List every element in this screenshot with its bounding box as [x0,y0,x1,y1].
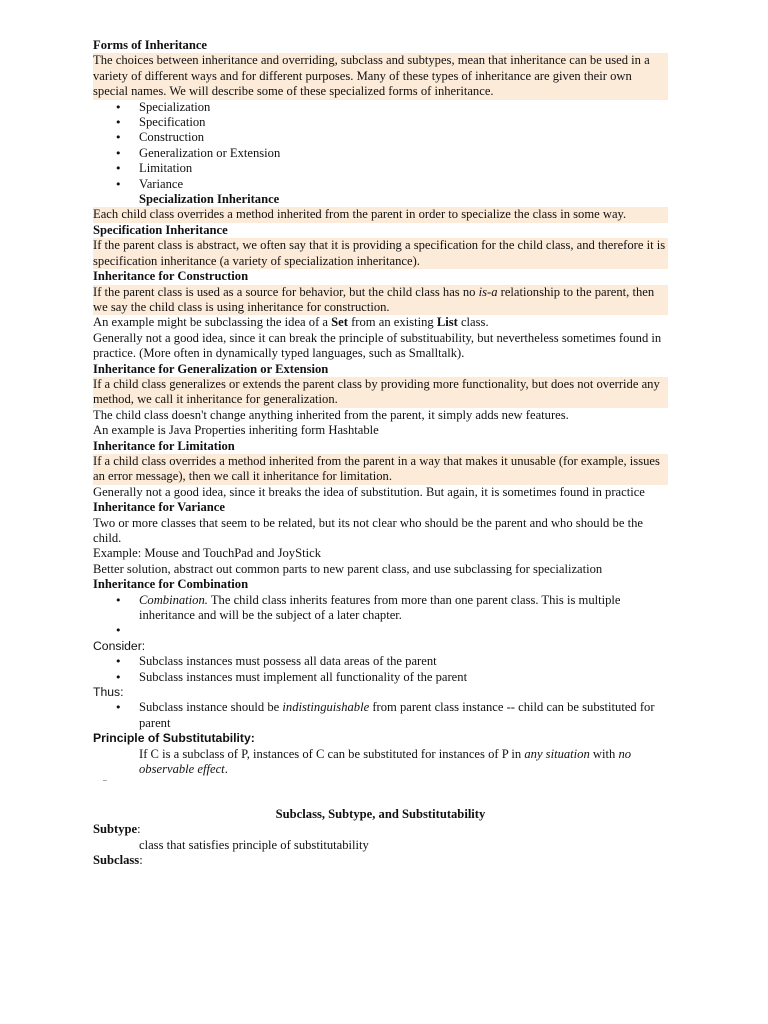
substitutability-heading: Principle of Substitutability: [93,731,255,746]
specialization-heading: Specialization Inheritance [139,192,280,207]
section2-heading: Subclass, Subtype, and Substitutability [275,806,486,821]
generalization-note1: The child class doesn't change anything inherited from the parent, it simply adds new features. [93,407,569,422]
thus-list [93,700,668,731]
limitation-note: Generally not a good idea, since it breaks the idea of substitution. But again, it is sometimes found in practice [93,484,645,499]
generalization-note2: An example is Java Properties inheriting form Hashtable [93,423,379,438]
list-item: • Limitation [93,161,668,176]
list-item: • Subclass instance should be indistinguishable from parent class instance -- child can be substituted for parent [93,700,668,731]
subclass-term: Subclass: [93,853,143,868]
specification-text: If the parent class is abstract, we often say that it is providing a specification for the child class, and therefore it is specification inheritance (a variety of specialization inheritance). [93,238,668,269]
consider-label: Consider: [93,638,146,653]
limitation-heading: Inheritance for Limitation [93,438,235,453]
subtype-definition: class that satisfies principle of substitutability [139,837,369,852]
construction-example: An example might be subclassing the idea of a Set from an existing List class. [93,315,489,330]
construction-heading: Inheritance for Construction [93,269,249,284]
variance-example: Example: Mouse and TouchPad and JoyStick [93,546,321,561]
specialization-text: Each child class overrides a method inherited from the parent in order to specialize the class in some way. [93,207,668,222]
list-item: • Combination. The child class inherits features from more than one parent class. This is multiple inheritance and will be the subject of a later chapter. [93,593,668,624]
list-item: • Construction [93,130,668,145]
subtype-term: Subtype: [93,822,141,837]
consider-list [93,654,668,685]
list-item: • Specification [93,115,668,130]
variance-text: Two or more classes that seem to be related, but its not clear who should be the parent and who should be the child. [93,515,643,545]
list-item: • Generalization or Extension [93,146,668,161]
list-item: • Variance [93,177,668,192]
limitation-text: If a child class overrides a method inherited from the parent in a way that makes it unusable (for example, issues an error message), then we call it inheritance for limitation. [93,454,668,485]
thus-label: Thus: [93,685,124,700]
generalization-text: If a child class generalizes or extends the parent class by providing more functionality, but does not override any method, we call it inheritance for generalization. [93,377,668,408]
document-body [93,38,668,869]
forms-list [93,100,668,192]
generalization-heading: Inheritance for Generalization or Extension [93,361,329,376]
combination-heading: Inheritance for Combination [93,577,249,592]
substitutability-text: If C is a subclass of P, instances of C can be substituted for instances of P in any situation with no observable effect. [139,746,632,777]
variance-note: Better solution, abstract out common parts to new parent class, and use subclassing for specialization [93,561,603,576]
list-item: • Specialization [93,100,668,115]
construction-note: Generally not a good idea, since it can break the principle of substituability, but nevertheless sometimes found in practice. (More often in dynamically typed languages, such as Smalltalk). [93,330,662,361]
combination-list [93,593,668,639]
variance-heading: Inheritance for Variance [93,500,225,515]
intro-paragraph: The choices between inheritance and overriding, subclass and subtypes, mean that inheritance can be used in a variety of different ways and for different purposes. Many of these types of inheritance are given their own special names. We will describe some of these specialized forms of inheritance. [93,53,668,99]
page-title: Forms of Inheritance [93,38,208,52]
stray-mark [93,778,668,793]
construction-text: If the parent class is used as a source for behavior, but the child class has no is-a relationship to the parent, then we say the child class is using inheritance for construction. [93,285,668,316]
specification-heading: Specification Inheritance [93,222,228,237]
list-item-empty [93,623,668,638]
list-item: • Subclass instances must possess all data areas of the parent [93,654,668,669]
list-item: • Subclass instances must implement all functionality of the parent [93,670,668,685]
